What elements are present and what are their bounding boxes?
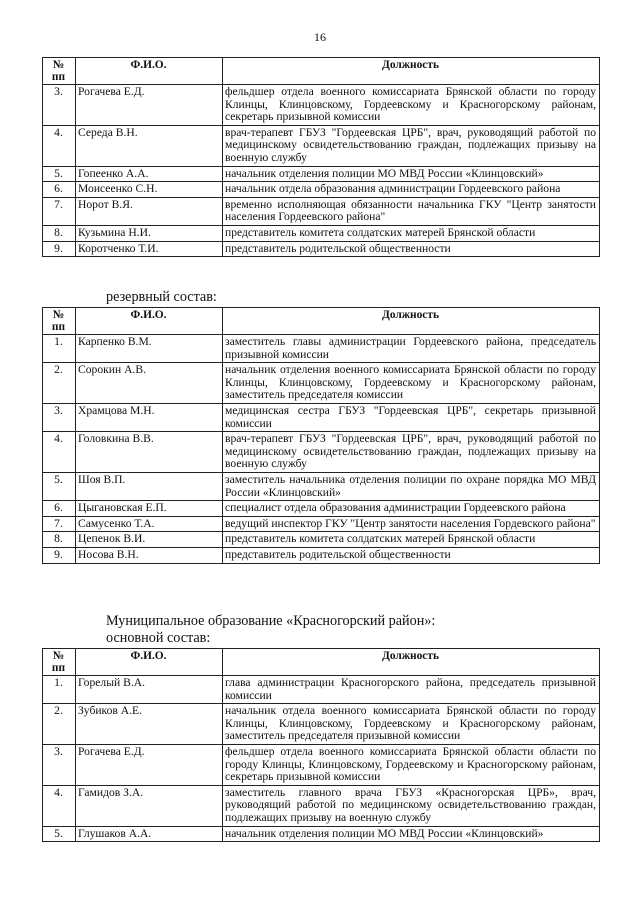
row-number: 4. (43, 125, 76, 166)
row-full-name: Зубиков А.Е. (76, 704, 223, 745)
row-number: 7. (43, 516, 76, 532)
row-position: фельдшер отдела военного комиссариата Брянской области области по городу Клинцы, Клинцовскому, Гордеевскому и Красногорскому районам, секретарь призывной комиссии (223, 744, 600, 785)
row-position: начальник отдела военного комиссариата Брянской области по городу Клинцы, Клинцовскому, Гордеевскому и Красногорскому районам, заместитель председателя призывной комиссии (223, 704, 600, 745)
table-row (43, 225, 600, 241)
row-position: представитель комитета солдатских матерей Брянской области (223, 532, 600, 548)
row-number: 8. (43, 225, 76, 241)
row-position: начальник отделения полиции МО МВД России «Клинцовский» (223, 826, 600, 842)
row-number: 5. (43, 166, 76, 182)
table-row (43, 335, 600, 363)
row-full-name: Глушаков А.А. (76, 826, 223, 842)
row-full-name: Цепенок В.И. (76, 532, 223, 548)
table-row (43, 704, 600, 745)
row-position: врач-терапевт ГБУЗ "Гордеевская ЦРБ", врач, руководящий работой по медицинскому освидетельствованию граждан, подлежащих призыву на военную службу (223, 432, 600, 473)
row-number: 6. (43, 182, 76, 198)
table-row (43, 676, 600, 704)
table-row (43, 826, 600, 842)
row-full-name: Цыгановская Е.П. (76, 501, 223, 517)
row-number: 6. (43, 501, 76, 517)
table-row (43, 501, 600, 517)
row-position: представитель родительской общественности (223, 547, 600, 563)
row-position: заместитель начальника отделения полиции по охране порядка МО МВД России «Клинцовский» (223, 472, 600, 500)
row-full-name: Середа В.Н. (76, 125, 223, 166)
table-header-row (43, 58, 600, 85)
row-position: медицинская сестра ГБУЗ "Гордеевская ЦРБ", секретарь призывной комиссии (223, 403, 600, 431)
table-row (43, 432, 600, 473)
row-number: 2. (43, 363, 76, 404)
row-full-name: Носова В.Н. (76, 547, 223, 563)
row-number: 2. (43, 704, 76, 745)
row-position: начальник отдела образования администрации Гордеевского района (223, 182, 600, 198)
table-row (43, 125, 600, 166)
row-full-name: Карпенко В.М. (76, 335, 223, 363)
table-header-row (43, 649, 600, 676)
row-full-name: Сорокин А.В. (76, 363, 223, 404)
row-number: 3. (43, 85, 76, 126)
row-position: фельдшер отдела военного комиссариата Брянской области по городу Клинцы, Клинцовскому, Гордеевскому и Красногорскому районам, секретарь призывной комиссии (223, 85, 600, 126)
table-row (43, 785, 600, 826)
header-num: № пп (43, 308, 76, 335)
row-position: врач-терапевт ГБУЗ "Гордеевская ЦРБ", врач, руководящий работой по медицинскому освидетельствованию граждан, подлежащих призыву на военную службу (223, 125, 600, 166)
table-row (43, 241, 600, 257)
table-row (43, 182, 600, 198)
row-full-name: Рогачева Е.Д. (76, 85, 223, 126)
row-full-name: Самусенко Т.А. (76, 516, 223, 532)
table-row (43, 197, 600, 225)
row-position: начальник отделения военного комиссариата Брянской области по городу Клинцы, Клинцовскому, Гордеевскому и Красногорскому районам, заместитель председателя комиссии (223, 363, 600, 404)
table-row (43, 472, 600, 500)
table-row (43, 403, 600, 431)
row-position: заместитель главного врача ГБУЗ «Красногорская ЦРБ», врач, руководящий работой по медицинскому освидетельствованию граждан, подлежащих призыву на военную службу (223, 785, 600, 826)
row-full-name: Кузьмина Н.И. (76, 225, 223, 241)
row-position: представитель комитета солдатских матерей Брянской области (223, 225, 600, 241)
row-number: 9. (43, 241, 76, 257)
row-number: 5. (43, 472, 76, 500)
commission-table-gordeevsky-main (42, 57, 600, 257)
row-full-name: Норот В.Я. (76, 197, 223, 225)
header-position: Должность (223, 649, 600, 676)
table-header-row (43, 308, 600, 335)
page-number: 16 (314, 30, 326, 44)
table-row (43, 547, 600, 563)
row-full-name: Головкина В.В. (76, 432, 223, 473)
row-position: начальник отделения полиции МО МВД России «Клинцовский» (223, 166, 600, 182)
row-full-name: Моисеенко С.Н. (76, 182, 223, 198)
table-row (43, 744, 600, 785)
commission-table-gordeevsky-reserve (42, 307, 600, 564)
reserve-label: резервный состав: (106, 289, 217, 305)
table-row (43, 363, 600, 404)
row-position: представитель родительской общественности (223, 241, 600, 257)
table-row (43, 532, 600, 548)
row-number: 4. (43, 432, 76, 473)
commission-table-krasnogorsky-main (42, 648, 600, 842)
table-row (43, 516, 600, 532)
row-position: специалист отдела образования администрации Гордеевского района (223, 501, 600, 517)
row-full-name: Горелый В.А. (76, 676, 223, 704)
header-name: Ф.И.О. (76, 649, 223, 676)
row-full-name: Гопеенко А.А. (76, 166, 223, 182)
row-position: глава администрации Красногорского района, председатель призывной комиссии (223, 676, 600, 704)
table-row (43, 85, 600, 126)
header-num: № пп (43, 58, 76, 85)
row-number: 1. (43, 335, 76, 363)
row-full-name: Рогачева Е.Д. (76, 744, 223, 785)
row-number: 5. (43, 826, 76, 842)
header-position: Должность (223, 58, 600, 85)
header-position: Должность (223, 308, 600, 335)
row-number: 4. (43, 785, 76, 826)
row-full-name: Гамидов З.А. (76, 785, 223, 826)
municipality-label: Муниципальное образование «Красногорский район»: (106, 613, 436, 629)
row-full-name: Шоя В.П. (76, 472, 223, 500)
table-row (43, 166, 600, 182)
row-number: 8. (43, 532, 76, 548)
row-number: 3. (43, 744, 76, 785)
header-name: Ф.И.О. (76, 58, 223, 85)
row-number: 1. (43, 676, 76, 704)
row-number: 7. (43, 197, 76, 225)
row-position: заместитель главы администрации Гордеевского района, председатель призывной комиссии (223, 335, 600, 363)
main-composition-label: основной состав: (106, 630, 211, 646)
row-full-name: Коротченко Т.И. (76, 241, 223, 257)
row-position: ведущий инспектор ГКУ "Центр занятости населения Гордевского района" (223, 516, 600, 532)
row-full-name: Храмцова М.Н. (76, 403, 223, 431)
header-num: № пп (43, 649, 76, 676)
header-name: Ф.И.О. (76, 308, 223, 335)
row-position: временно исполняющая обязанности начальника ГКУ "Центр занятости населения Гордеевского района" (223, 197, 600, 225)
row-number: 3. (43, 403, 76, 431)
row-number: 9. (43, 547, 76, 563)
